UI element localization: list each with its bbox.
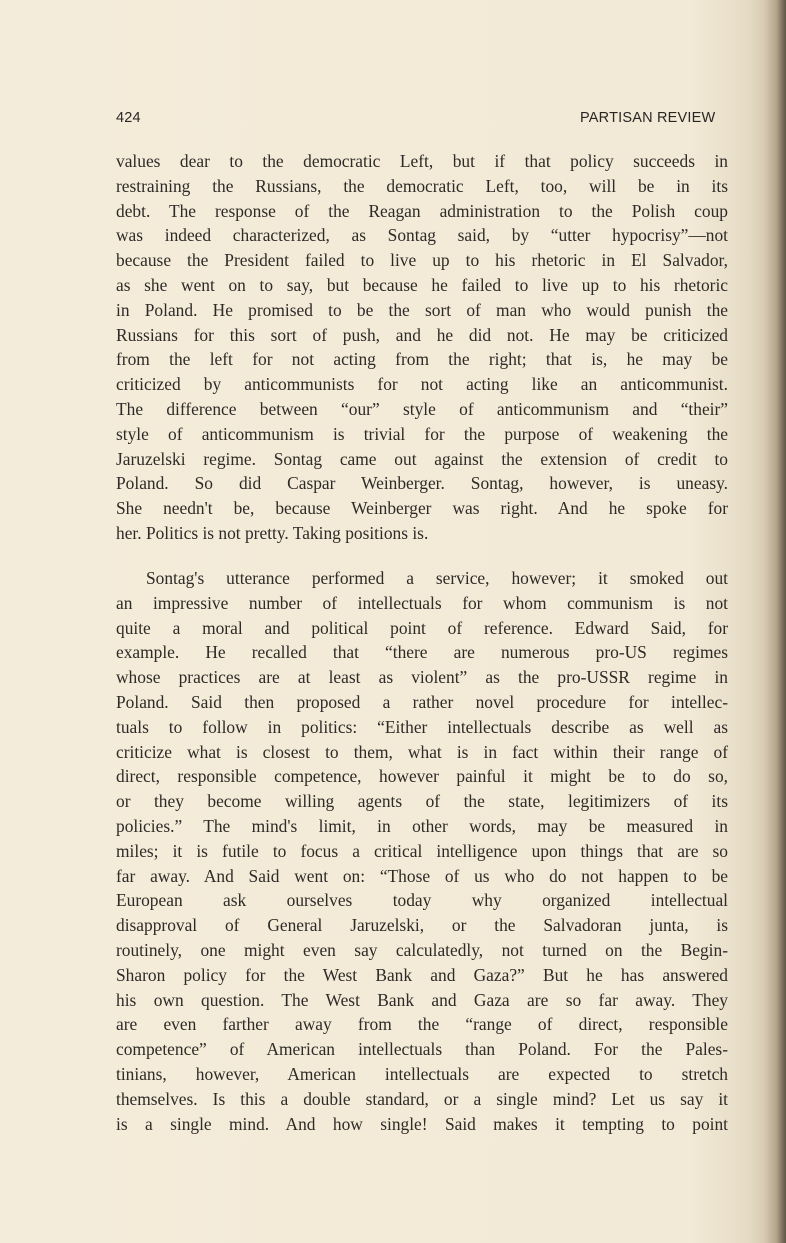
text-line: or they become willing agents of the state, legitimizers of its <box>116 791 728 812</box>
text-line: routinely, one might even say calculatedly, not turned on the Begin- <box>116 939 728 960</box>
text-line: an impressive number of intellectuals for whom communism is not <box>116 592 728 613</box>
text-line: tuals to follow in politics: “Either intellectuals describe as well as <box>116 716 728 737</box>
text-line: far away. And Said went on: “Those of us who do not happen to be <box>116 865 728 886</box>
text-line: in Poland. He promised to be the sort of man who would punish the <box>116 299 728 320</box>
text-line: direct, responsible competence, however painful it might be to do so, <box>116 766 728 787</box>
body-paragraph-1 <box>116 149 728 546</box>
text-line: Sharon policy for the West Bank and Gaza?” But he has answered <box>116 964 728 985</box>
text-line: whose practices are at least as violent” as the pro-USSR regime in <box>116 667 728 688</box>
text-line: are even farther away from the “range of direct, responsible <box>116 1014 728 1035</box>
text-line: miles; it is futile to focus a critical intelligence upon things that are so <box>116 840 728 861</box>
text-line: his own question. The West Bank and Gaza are so far away. They <box>116 989 728 1010</box>
text-line: Sontag's utterance performed a service, however; it smoked out <box>146 568 728 588</box>
text-line: European ask ourselves today why organized intellectual <box>116 890 728 911</box>
binding-shadow <box>764 0 786 1243</box>
text-line: Jaruzelski regime. Sontag came out against the extension of credit to <box>116 448 728 469</box>
text-line: restraining the Russians, the democratic Left, too, will be in its <box>116 175 728 196</box>
text-line: criticized by anticommunists for not acting like an anticommunist. <box>116 374 728 395</box>
body-paragraph-2 <box>116 566 728 1136</box>
text-line: her. Politics is not pretty. Taking positions is. <box>116 522 429 543</box>
running-title: PARTISAN REVIEW <box>580 110 716 126</box>
text-line: competence” of American intellectuals than Poland. For the Pales- <box>116 1039 728 1060</box>
text-line: values dear to the democratic Left, but if that policy succeeds in <box>116 151 728 171</box>
text-line: was indeed characterized, as Sontag said, by “utter hypocrisy”—not <box>116 225 728 246</box>
text-line: policies.” The mind's limit, in other words, may be measured in <box>116 815 728 836</box>
text-line: Poland. So did Caspar Weinberger. Sontag, however, is uneasy. <box>116 473 728 494</box>
text-line: as she went on to say, but because he failed to live up to his rhetoric <box>116 274 728 295</box>
text-line: disapproval of General Jaruzelski, or the Salvadoran junta, is <box>116 915 728 936</box>
text-line: She needn't be, because Weinberger was right. And he spoke for <box>116 498 728 519</box>
text-line: example. He recalled that “there are numerous pro-US regimes <box>116 642 728 663</box>
text-line: from the left for not acting from the right; that is, he may be <box>116 349 728 370</box>
text-line: tinians, however, American intellectuals are expected to stretch <box>116 1063 728 1084</box>
page-number: 424 <box>116 110 141 126</box>
text-line: The difference between “our” style of anticommunism and “their” <box>116 398 728 419</box>
text-line: style of anticommunism is trivial for the purpose of weakening the <box>116 423 728 444</box>
text-line: is a single mind. And how single! Said makes it tempting to point <box>116 1113 728 1134</box>
text-line: criticize what is closest to them, what is in fact within their range of <box>116 741 728 762</box>
text-line: themselves. Is this a double standard, or a single mind? Let us say it <box>116 1088 728 1109</box>
text-line: quite a moral and political point of reference. Edward Said, for <box>116 617 728 638</box>
text-line: because the President failed to live up to his rhetoric in El Salvador, <box>116 250 728 271</box>
text-line: debt. The response of the Reagan administration to the Polish coup <box>116 200 728 221</box>
text-line: Russians for this sort of push, and he did not. He may be criticized <box>116 324 728 345</box>
text-line: Poland. Said then proposed a rather novel procedure for intellec- <box>116 691 728 712</box>
